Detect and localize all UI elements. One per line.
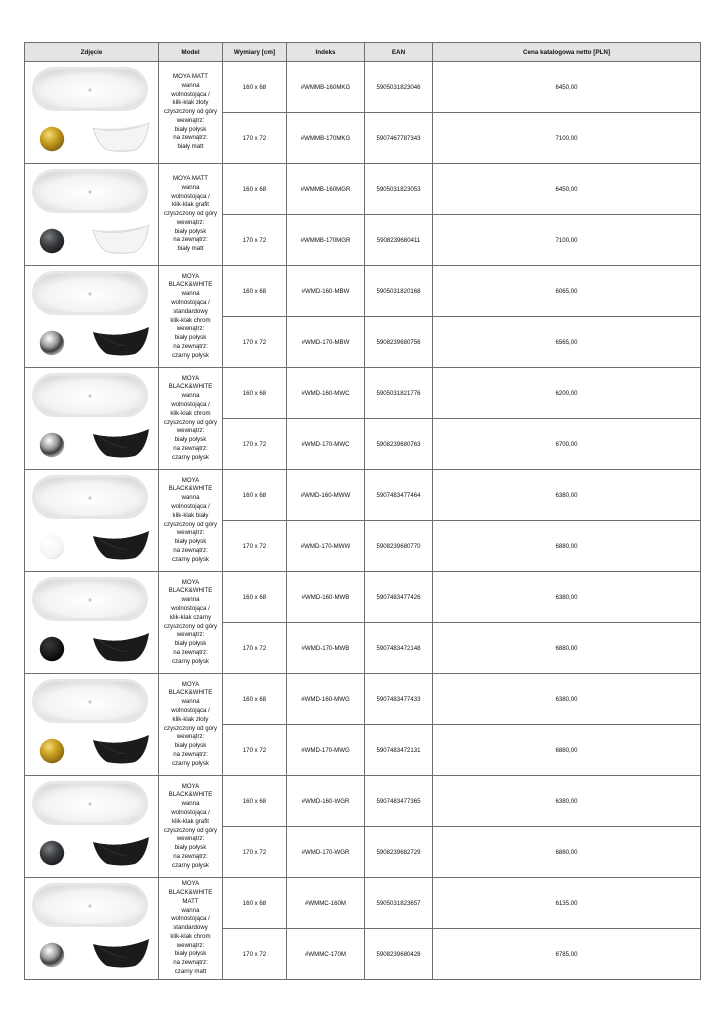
- index-cell: #WMD-160-MWG: [287, 674, 365, 725]
- model-line: na zewnątrz:: [173, 342, 208, 350]
- price-cell: 6880,00: [433, 827, 701, 878]
- model-line: MOYA: [181, 272, 200, 280]
- dimensions-cell: 160 x 68: [223, 368, 287, 419]
- model-line: wanna: [181, 698, 200, 706]
- table-header-row: [25, 43, 701, 62]
- bathtub-top-view-image: [31, 270, 149, 316]
- product-model-cell: [159, 776, 223, 878]
- price-cell: 6880,00: [433, 725, 701, 776]
- model-line: BLACK&WHITE: [168, 281, 213, 289]
- table-row: [25, 266, 701, 317]
- index-cell: #WMD-160-MBW: [287, 266, 365, 317]
- model-line: klik-klak chrom: [170, 932, 211, 940]
- model-line: wanna: [181, 392, 200, 400]
- model-line: na zewnątrz:: [173, 546, 208, 554]
- model-line: biały połysk: [174, 844, 207, 852]
- bathtub-top-view-image: [31, 678, 149, 724]
- col-header-photo: Zdjęcie: [25, 43, 159, 62]
- model-line: wanna: [181, 81, 200, 89]
- gold-plug-icon: [39, 126, 65, 152]
- model-line: wewnątrz:: [176, 427, 205, 435]
- model-line: klik-klak grafit: [172, 201, 209, 209]
- model-line: MOYA: [181, 578, 200, 586]
- graphite-plug-icon: [39, 840, 65, 866]
- dimensions-cell: 170 x 72: [223, 215, 287, 266]
- price-cell: 6200,00: [433, 368, 701, 419]
- dimensions-cell: 160 x 68: [223, 572, 287, 623]
- model-line: wewnątrz:: [176, 941, 205, 949]
- bathtub-side-view-image: [91, 324, 151, 358]
- product-model-cell: [159, 164, 223, 266]
- table-row: [25, 878, 701, 929]
- ean-cell: 5905031820168: [365, 266, 433, 317]
- index-cell: #WMD-160-MWC: [287, 368, 365, 419]
- index-cell: #WMMB-170MGR: [287, 215, 365, 266]
- dimensions-cell: 170 x 72: [223, 623, 287, 674]
- model-line: biały matt: [177, 143, 204, 151]
- col-header-model: Model: [159, 43, 223, 62]
- model-line: BLACK&WHITE: [168, 689, 213, 697]
- model-line: czyszczony od góry: [163, 826, 218, 834]
- model-line: na zewnątrz:: [173, 852, 208, 860]
- price-cell: 6065,00: [433, 266, 701, 317]
- model-line: wanna: [181, 290, 200, 298]
- index-cell: #WMMB-160MKG: [287, 62, 365, 113]
- bathtub-side-view-image: [91, 834, 151, 868]
- model-line: wewnątrz:: [176, 835, 205, 843]
- model-line: klik-klak chrom: [170, 316, 211, 324]
- product-model-cell: [159, 62, 223, 164]
- model-line: MOYA: [181, 476, 200, 484]
- col-header-price: Cena katalogowa netto [PLN]: [433, 43, 701, 62]
- index-cell: #WMD-170-MWG: [287, 725, 365, 776]
- product-photo-cell: [25, 368, 159, 470]
- index-cell: #WMMC-160M: [287, 878, 365, 929]
- model-line: czarny połysk: [172, 759, 209, 767]
- model-line: czyszczony od góry: [163, 418, 218, 426]
- index-cell: #WMMB-170MKG: [287, 113, 365, 164]
- model-line: czarny połysk: [172, 555, 209, 563]
- bathtub-side-view-image: [91, 630, 151, 664]
- product-photo-cell: [25, 164, 159, 266]
- model-line: czarny połysk: [172, 657, 209, 665]
- model-line: wolnostojąca /: [171, 604, 210, 612]
- col-header-index: Indeks: [287, 43, 365, 62]
- model-line: standardowy: [173, 307, 208, 315]
- product-model-cell: [159, 878, 223, 980]
- product-photo-cell: [25, 674, 159, 776]
- ean-cell: 5905031823657: [365, 878, 433, 929]
- chrome-plug-icon: [39, 942, 65, 968]
- dimensions-cell: 160 x 68: [223, 674, 287, 725]
- dimensions-cell: 160 x 68: [223, 878, 287, 929]
- model-line: MOYA: [181, 782, 200, 790]
- model-line: MOYA: [181, 374, 200, 382]
- model-line: wanna: [181, 800, 200, 808]
- model-line: biały połysk: [174, 742, 207, 750]
- table-row: [25, 164, 701, 215]
- chrome-plug-icon: [39, 432, 65, 458]
- bathtub-top-view-image: [31, 882, 149, 928]
- bathtub-side-view-image: [91, 936, 151, 970]
- model-line: MOYA MATT: [173, 72, 208, 80]
- index-cell: #WMMC-170M: [287, 929, 365, 980]
- model-line: biały połysk: [174, 227, 207, 235]
- bathtub-side-view-image: [91, 120, 151, 154]
- product-photo-cell: [25, 62, 159, 164]
- ean-cell: 5907483477464: [365, 470, 433, 521]
- model-line: BLACK&WHITE: [168, 791, 213, 799]
- table-row: [25, 368, 701, 419]
- black-plug-icon: [39, 636, 65, 662]
- ean-cell: 5907483472148: [365, 623, 433, 674]
- model-line: czyszczony od góry: [163, 520, 218, 528]
- index-cell: #WMD-160-WGR: [287, 776, 365, 827]
- bathtub-top-view-image: [31, 576, 149, 622]
- bathtub-top-view-image: [31, 168, 149, 214]
- model-line: biały połysk: [174, 538, 207, 546]
- bathtub-side-view-image: [91, 222, 151, 256]
- price-cell: 7100,00: [433, 113, 701, 164]
- dimensions-cell: 160 x 68: [223, 62, 287, 113]
- ean-cell: 5908239680411: [365, 215, 433, 266]
- model-line: BLACK&WHITE: [168, 485, 213, 493]
- index-cell: #WMMB-160MGR: [287, 164, 365, 215]
- model-line: biały matt: [177, 245, 204, 253]
- dimensions-cell: 160 x 68: [223, 164, 287, 215]
- product-photo-cell: [25, 470, 159, 572]
- model-line: czyszczony od góry: [163, 724, 218, 732]
- model-line: BLACK&WHITE: [168, 587, 213, 595]
- ean-cell: 5905031823046: [365, 62, 433, 113]
- product-photo-cell: [25, 572, 159, 674]
- model-line: wolnostojąca /: [171, 915, 210, 923]
- price-table: [24, 42, 701, 980]
- ean-cell: 5908239682729: [365, 827, 433, 878]
- model-line: czarny połysk: [172, 861, 209, 869]
- white-plug-icon: [39, 534, 65, 560]
- product-model-cell: [159, 572, 223, 674]
- price-cell: 6450,00: [433, 62, 701, 113]
- bathtub-top-view-image: [31, 372, 149, 418]
- graphite-plug-icon: [39, 228, 65, 254]
- model-line: wanna: [181, 906, 200, 914]
- dimensions-cell: 170 x 72: [223, 317, 287, 368]
- price-cell: 6380,00: [433, 674, 701, 725]
- col-header-ean: EAN: [365, 43, 433, 62]
- index-cell: #WMD-170-MBW: [287, 317, 365, 368]
- model-line: wanna: [181, 494, 200, 502]
- model-line: biały połysk: [174, 950, 207, 958]
- model-line: MOYA: [181, 680, 200, 688]
- index-cell: #WMD-170-MWB: [287, 623, 365, 674]
- ean-cell: 5908239680428: [365, 929, 433, 980]
- model-line: czarny połysk: [172, 453, 209, 461]
- model-line: czarny matt: [174, 968, 207, 976]
- model-line: wewnątrz:: [176, 325, 205, 333]
- model-line: wewnątrz:: [176, 218, 205, 226]
- price-cell: 6565,00: [433, 317, 701, 368]
- model-line: biały połysk: [174, 125, 207, 133]
- product-photo-cell: [25, 776, 159, 878]
- model-line: czyszczony od góry: [163, 108, 218, 116]
- dimensions-cell: 170 x 72: [223, 113, 287, 164]
- model-line: wolnostojąca /: [171, 400, 210, 408]
- model-line: MOYA MATT: [173, 174, 208, 182]
- chrome-plug-icon: [39, 330, 65, 356]
- dimensions-cell: 170 x 72: [223, 929, 287, 980]
- model-line: klik-klak złoty: [172, 715, 209, 723]
- model-line: MOYA: [181, 880, 200, 888]
- ean-cell: 5908239680770: [365, 521, 433, 572]
- ean-cell: 5905031821776: [365, 368, 433, 419]
- model-line: biały połysk: [174, 640, 207, 648]
- model-line: na zewnątrz:: [173, 134, 208, 142]
- model-line: wewnątrz:: [176, 733, 205, 741]
- product-model-cell: [159, 674, 223, 776]
- bathtub-top-view-image: [31, 474, 149, 520]
- ean-cell: 5907483477426: [365, 572, 433, 623]
- ean-cell: 5907483472131: [365, 725, 433, 776]
- model-line: MATT: [182, 897, 199, 905]
- model-line: klik-klak grafit: [172, 817, 209, 825]
- price-cell: 6380,00: [433, 572, 701, 623]
- table-row: [25, 776, 701, 827]
- index-cell: #WMD-170-MWW: [287, 521, 365, 572]
- index-cell: #WMD-160-MWW: [287, 470, 365, 521]
- ean-cell: 5907483477433: [365, 674, 433, 725]
- ean-cell: 5908239680756: [365, 317, 433, 368]
- product-model-cell: [159, 470, 223, 572]
- model-line: wewnątrz:: [176, 116, 205, 124]
- model-line: czyszczony od góry: [163, 622, 218, 630]
- model-line: wewnątrz:: [176, 631, 205, 639]
- model-line: wolnostojąca /: [171, 808, 210, 816]
- model-line: biały połysk: [174, 436, 207, 444]
- model-line: BLACK&WHITE: [168, 888, 213, 896]
- price-cell: 6700,00: [433, 419, 701, 470]
- model-line: klik-klak biały: [172, 511, 209, 519]
- product-photo-cell: [25, 878, 159, 980]
- table-row: [25, 62, 701, 113]
- dimensions-cell: 160 x 68: [223, 776, 287, 827]
- product-model-cell: [159, 266, 223, 368]
- ean-cell: 5907467787343: [365, 113, 433, 164]
- model-line: wewnątrz:: [176, 529, 205, 537]
- model-line: klik-klak czarny: [169, 613, 212, 621]
- price-cell: 6880,00: [433, 521, 701, 572]
- dimensions-cell: 170 x 72: [223, 827, 287, 878]
- dimensions-cell: 160 x 68: [223, 470, 287, 521]
- model-line: wanna: [181, 596, 200, 604]
- bathtub-side-view-image: [91, 528, 151, 562]
- model-line: na zewnątrz:: [173, 959, 208, 967]
- price-cell: 6450,00: [433, 164, 701, 215]
- model-line: czarny połysk: [172, 351, 209, 359]
- model-line: wolnostojąca /: [171, 706, 210, 714]
- model-line: na zewnątrz:: [173, 750, 208, 758]
- product-model-cell: [159, 368, 223, 470]
- model-line: standardowy: [173, 924, 208, 932]
- dimensions-cell: 160 x 68: [223, 266, 287, 317]
- bathtub-top-view-image: [31, 780, 149, 826]
- model-line: klik-klak złoty: [172, 99, 209, 107]
- model-line: klik-klak chrom: [170, 409, 211, 417]
- dimensions-cell: 170 x 72: [223, 725, 287, 776]
- col-header-dimensions: Wymiary [cm]: [223, 43, 287, 62]
- price-cell: 6785,00: [433, 929, 701, 980]
- model-line: na zewnątrz:: [173, 444, 208, 452]
- price-cell: 6380,00: [433, 470, 701, 521]
- bathtub-top-view-image: [31, 66, 149, 112]
- bathtub-side-view-image: [91, 732, 151, 766]
- dimensions-cell: 170 x 72: [223, 419, 287, 470]
- model-line: czyszczony od góry: [163, 210, 218, 218]
- gold-plug-icon: [39, 738, 65, 764]
- bathtub-side-view-image: [91, 426, 151, 460]
- model-line: biały połysk: [174, 334, 207, 342]
- model-line: wolnostojąca /: [171, 90, 210, 98]
- model-line: BLACK&WHITE: [168, 383, 213, 391]
- model-line: wanna: [181, 183, 200, 191]
- ean-cell: 5907483477365: [365, 776, 433, 827]
- model-line: na zewnątrz:: [173, 648, 208, 656]
- model-line: na zewnątrz:: [173, 236, 208, 244]
- price-cell: 6380,00: [433, 776, 701, 827]
- price-cell: 6880,00: [433, 623, 701, 674]
- model-line: wolnostojąca /: [171, 502, 210, 510]
- model-line: wolnostojąca /: [171, 298, 210, 306]
- dimensions-cell: 170 x 72: [223, 521, 287, 572]
- index-cell: #WMD-170-WGR: [287, 827, 365, 878]
- ean-cell: 5908239680763: [365, 419, 433, 470]
- table-row: [25, 674, 701, 725]
- product-photo-cell: [25, 266, 159, 368]
- model-line: wolnostojąca /: [171, 192, 210, 200]
- table-row: [25, 470, 701, 521]
- index-cell: #WMD-160-MWB: [287, 572, 365, 623]
- table-row: [25, 572, 701, 623]
- price-cell: 7100,00: [433, 215, 701, 266]
- price-cell: 6135,00: [433, 878, 701, 929]
- ean-cell: 5905031823053: [365, 164, 433, 215]
- index-cell: #WMD-170-MWC: [287, 419, 365, 470]
